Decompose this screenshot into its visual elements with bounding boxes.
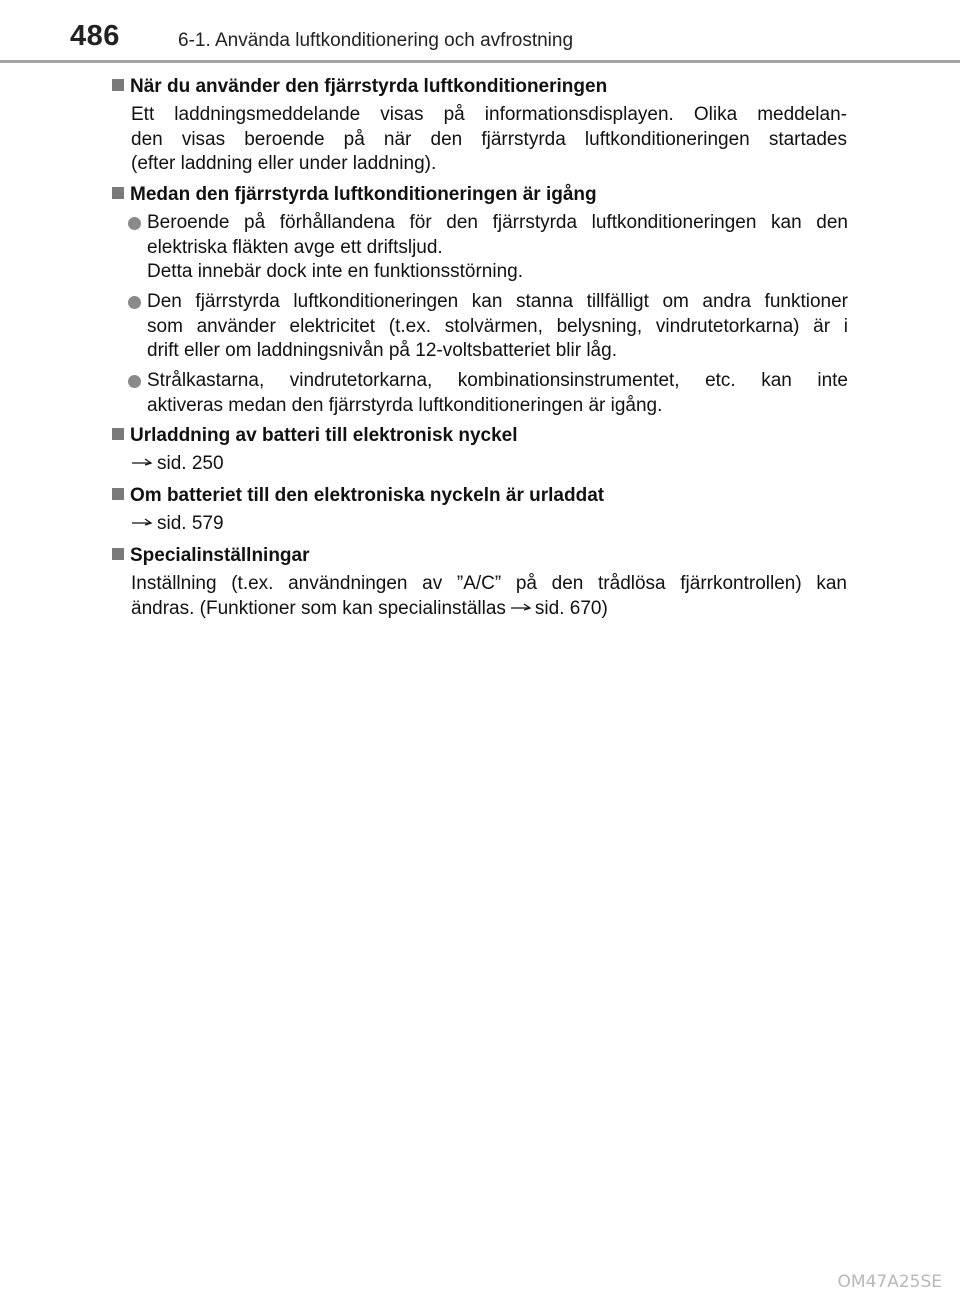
arrow-right-icon	[131, 517, 153, 527]
heading-text: Urladdning av batteri till elektronisk nyckel	[130, 425, 518, 446]
bullet-line: Detta innebär dock inte en funktionsstörning.	[147, 261, 524, 282]
bullet-line: aktiveras medan den fjärrstyrda luftkonditioneringen är igång.	[147, 394, 663, 416]
bullet-line: drift eller om laddningsnivån på 12-voltsbatteriet blir låg.	[147, 340, 617, 361]
arrow-right-icon	[510, 602, 532, 612]
reference-text: sid. 670)	[534, 597, 608, 619]
section-heading	[112, 424, 518, 448]
square-bullet-icon	[112, 548, 124, 560]
paragraph-line	[131, 597, 847, 622]
bullet-line: som använder elektricitet (t.ex. stolvärmen, belysning, vindrutetorkarna) är i	[147, 315, 848, 337]
round-bullet-icon	[128, 217, 141, 230]
heading-text: När du använder den fjärrstyrda luftkonditioneringen	[130, 76, 608, 97]
footer-watermark: OM47A25SE	[837, 1272, 942, 1292]
chapter-title: 6-1. Använda luftkonditionering och avfrostning	[178, 30, 574, 51]
heading-text: Specialinställningar	[130, 545, 310, 566]
page-header	[0, 0, 960, 70]
page-reference	[131, 512, 224, 536]
bullet-line: elektriska fläkten avge ett driftsljud.	[147, 236, 443, 258]
section-heading	[112, 75, 607, 99]
bullet-line: Beroende på förhållandena för den fjärrstyrda luftkonditioneringen kan den	[147, 212, 848, 233]
section-paragraph	[131, 103, 847, 177]
square-bullet-icon	[112, 428, 124, 440]
paragraph-text: ändras. (Funktioner som kan specialinställas	[131, 597, 506, 619]
page-reference	[131, 452, 224, 476]
paragraph-line: Ett laddningsmeddelande visas på informationsdisplayen. Olika meddelan-	[131, 104, 847, 125]
reference-text: sid. 250	[157, 453, 224, 474]
square-bullet-icon	[112, 488, 124, 500]
square-bullet-icon	[112, 79, 124, 91]
header-divider	[0, 60, 960, 63]
section-heading	[112, 183, 597, 207]
page-number: 486	[70, 20, 120, 52]
arrow-right-icon	[131, 457, 153, 467]
section-heading	[112, 484, 604, 508]
heading-text: Medan den fjärrstyrda luftkonditioneringen är igång	[130, 184, 597, 205]
heading-text: Om batteriet till den elektroniska nyckeln är urladdat	[130, 485, 605, 506]
bullet-line: Strålkastarna, vindrutetorkarna, kombinationsinstrumentet, etc. kan inte	[147, 370, 848, 391]
paragraph-line: (efter laddning eller under laddning).	[131, 153, 437, 174]
section-paragraph	[131, 572, 847, 621]
section-heading	[112, 544, 310, 568]
bullet-item	[128, 369, 848, 418]
bullet-item	[128, 211, 848, 285]
paragraph-line: den visas beroende på när den fjärrstyrda luftkonditioneringen startades	[131, 128, 847, 150]
round-bullet-icon	[128, 375, 141, 388]
bullet-line: Den fjärrstyrda luftkonditioneringen kan stanna tillfälligt om andra funktioner	[147, 291, 848, 312]
bullet-item	[128, 290, 848, 364]
square-bullet-icon	[112, 187, 124, 199]
reference-text: sid. 579	[157, 513, 224, 534]
paragraph-line: Inställning (t.ex. användningen av ”A/C” på den trådlösa fjärrkontrollen) kan	[131, 573, 847, 594]
round-bullet-icon	[128, 296, 141, 309]
